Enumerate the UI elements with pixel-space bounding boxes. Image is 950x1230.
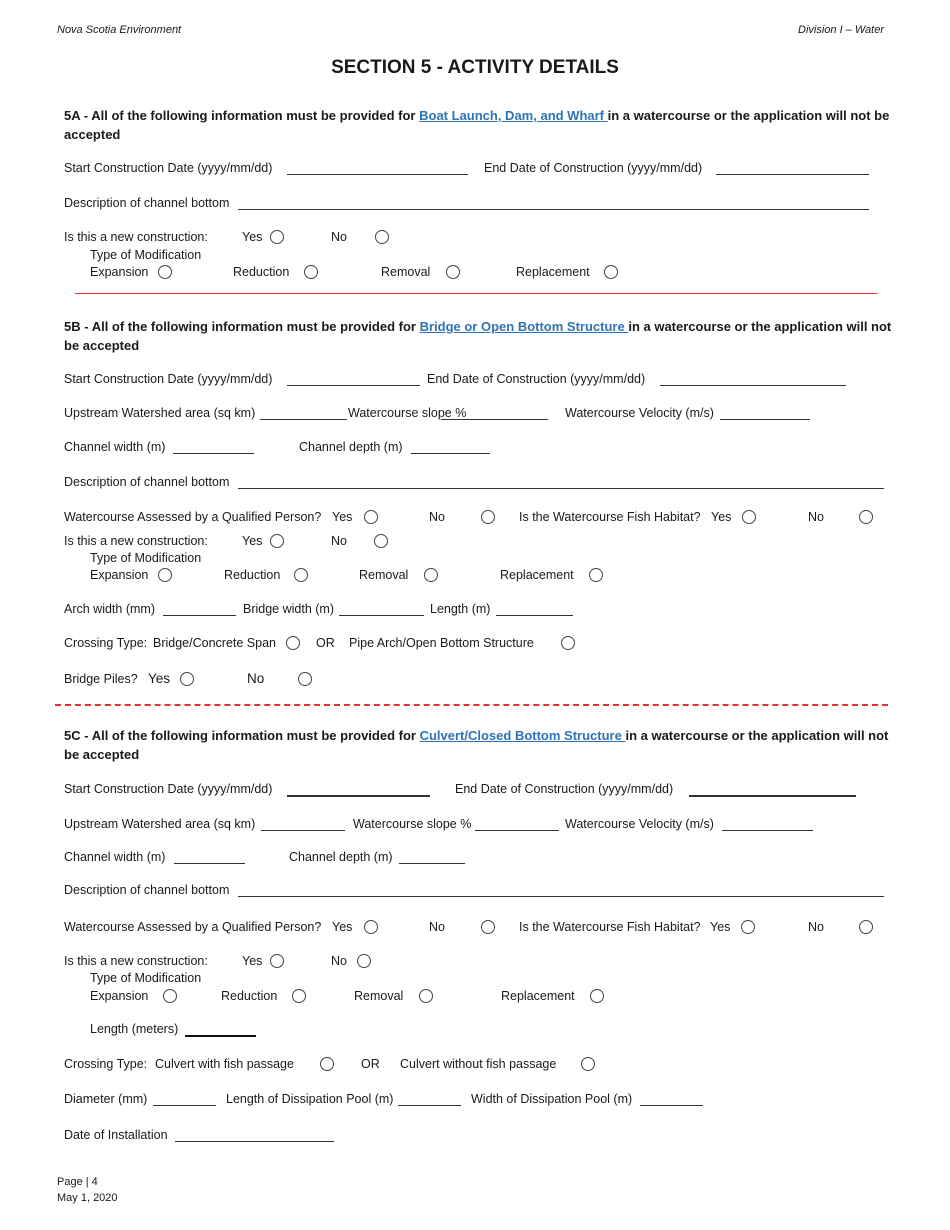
label-no: No (331, 954, 347, 968)
label-upstream: Upstream Watershed area (sq km) (64, 406, 256, 420)
channel-bottom-field[interactable] (238, 209, 869, 210)
section-5b-heading: 5B - All of the following information must be provided for Bridge or Open Bottom Structure in a watercourse or the application will not be accepted (64, 319, 892, 353)
radio-replacement[interactable] (604, 265, 618, 279)
label-width-pool: Width of Dissipation Pool (m) (471, 1092, 633, 1106)
label-crossing-type: Crossing Type: (64, 1057, 148, 1071)
width-pool-field[interactable] (640, 1105, 703, 1106)
label-no: No (429, 920, 445, 934)
page-number: Page | 4 (57, 1176, 98, 1188)
label-culvert-no-fish: Culvert without fish passage (400, 1057, 557, 1071)
radio-bridge-span[interactable] (286, 636, 300, 650)
label-reduction: Reduction (221, 989, 278, 1003)
end-date-field[interactable] (716, 174, 869, 175)
radio-reduction[interactable] (304, 265, 318, 279)
label-end-date: End Date of Construction (yyyy/mm/dd) (427, 372, 646, 386)
label-bridge-span: Bridge/Concrete Span (153, 636, 276, 650)
label-arch-width: Arch width (mm) (64, 602, 155, 616)
section-5a-heading: 5A - All of the following information must be provided for Boat Launch, Dam, and Wharf in a watercourse or the application will not be accepted (64, 108, 890, 142)
page-title: SECTION 5 - ACTIVITY DETAILS (331, 57, 619, 78)
label-start-date: Start Construction Date (yyyy/mm/dd) (64, 782, 273, 796)
label-no: No (429, 510, 445, 524)
radio-removal[interactable] (419, 989, 433, 1003)
label-culvert-fish: Culvert with fish passage (155, 1057, 294, 1071)
label-removal: Removal (359, 568, 409, 582)
radio-fish-no[interactable] (859, 510, 873, 524)
label-removal: Removal (354, 989, 404, 1003)
radio-new-no[interactable] (374, 534, 388, 548)
radio-new-yes[interactable] (270, 230, 284, 244)
channel-bottom-field[interactable] (238, 488, 884, 489)
label-type-mod: Type of Modification (90, 971, 202, 985)
link-boat-launch[interactable]: Boat Launch, Dam, and Wharf (419, 108, 608, 123)
label-yes: Yes (242, 534, 263, 548)
radio-expansion[interactable] (163, 989, 177, 1003)
label-bridge-piles: Bridge Piles? (64, 672, 138, 686)
label-replacement: Replacement (500, 568, 574, 582)
radio-new-yes[interactable] (270, 534, 284, 548)
upstream-field[interactable] (261, 830, 345, 831)
radio-replacement[interactable] (590, 989, 604, 1003)
start-date-field[interactable] (287, 385, 420, 386)
radio-new-yes[interactable] (270, 954, 284, 968)
label-channel-width: Channel width (m) (64, 850, 166, 864)
arch-width-field[interactable] (163, 615, 236, 616)
section-divider (75, 293, 877, 294)
section-divider (55, 704, 888, 706)
label-no: No (331, 230, 347, 244)
radio-fish-no[interactable] (859, 920, 873, 934)
bridge-width-field[interactable] (339, 615, 424, 616)
label-new-construction: Is this a new construction: (64, 534, 208, 548)
label-or: OR (316, 636, 335, 650)
label-type-mod: Type of Modification (90, 248, 202, 262)
velocity-field[interactable] (720, 419, 810, 420)
label-no: No (247, 671, 265, 686)
channel-width-field[interactable] (173, 453, 254, 454)
length-meters-field[interactable] (185, 1035, 256, 1037)
label-end-date: End Date of Construction (yyyy/mm/dd) (484, 161, 703, 175)
label-replacement: Replacement (516, 265, 590, 279)
label-velocity: Watercourse Velocity (m/s) (565, 817, 714, 831)
label-reduction: Reduction (224, 568, 281, 582)
channel-width-field[interactable] (174, 863, 245, 864)
label-no: No (331, 534, 347, 548)
label-removal: Removal (381, 265, 431, 279)
label-channel-bottom: Description of channel bottom (64, 475, 230, 489)
radio-culvert-no-fish[interactable] (581, 1057, 595, 1071)
channel-bottom-field[interactable] (238, 896, 884, 897)
label-start-date: Start Construction Date (yyyy/mm/dd) (64, 372, 273, 386)
label-end-date: End Date of Construction (yyyy/mm/dd) (455, 782, 674, 796)
label-crossing-type: Crossing Type: (64, 636, 148, 650)
label-channel-bottom: Description of channel bottom (64, 196, 230, 210)
length-field[interactable] (496, 615, 573, 616)
end-date-field[interactable] (660, 385, 846, 386)
label-type-mod: Type of Modification (90, 551, 202, 565)
label-length: Length (m) (430, 602, 491, 616)
link-bridge[interactable]: Bridge or Open Bottom Structure (419, 319, 629, 334)
label-channel-depth: Channel depth (m) (299, 440, 403, 454)
upstream-field[interactable] (260, 419, 347, 420)
radio-culvert-fish[interactable] (320, 1057, 334, 1071)
install-date-field[interactable] (175, 1141, 334, 1142)
label-assessed: Watercourse Assessed by a Qualified Person? (64, 510, 322, 524)
radio-assessed-yes[interactable] (364, 510, 378, 524)
header-division: Division I – Water (798, 24, 884, 36)
diameter-field[interactable] (153, 1105, 216, 1106)
label-yes: Yes (710, 920, 731, 934)
label-new-construction: Is this a new construction: (64, 954, 208, 968)
footer-date: May 1, 2020 (57, 1192, 118, 1204)
label-yes: Yes (711, 510, 732, 524)
start-date-field[interactable] (287, 174, 468, 175)
radio-fish-yes[interactable] (742, 510, 756, 524)
label-yes: Yes (332, 920, 353, 934)
radio-piles-yes[interactable] (180, 672, 194, 686)
label-slope: Watercourse slope % (348, 406, 467, 420)
radio-reduction[interactable] (294, 568, 308, 582)
label-length-meters: Length (meters) (90, 1022, 179, 1036)
label-fish-habitat: Is the Watercourse Fish Habitat? (519, 920, 701, 934)
label-yes: Yes (242, 230, 263, 244)
channel-depth-field[interactable] (411, 453, 490, 454)
label-expansion: Expansion (90, 568, 149, 582)
label-channel-depth: Channel depth (m) (289, 850, 393, 864)
end-date-field[interactable] (689, 795, 856, 797)
radio-reduction[interactable] (292, 989, 306, 1003)
label-channel-width: Channel width (m) (64, 440, 166, 454)
label-reduction: Reduction (233, 265, 290, 279)
label-assessed: Watercourse Assessed by a Qualified Person? (64, 920, 322, 934)
channel-depth-field[interactable] (399, 863, 465, 864)
label-start-date: Start Construction Date (yyyy/mm/dd) (64, 161, 273, 175)
label-no: No (808, 510, 824, 524)
radio-fish-yes[interactable] (741, 920, 755, 934)
radio-removal[interactable] (446, 265, 460, 279)
radio-piles-no[interactable] (298, 672, 312, 686)
label-yes: Yes (148, 671, 171, 686)
label-yes: Yes (332, 510, 353, 524)
label-channel-bottom: Description of channel bottom (64, 883, 230, 897)
label-replacement: Replacement (501, 989, 575, 1003)
label-yes: Yes (242, 954, 263, 968)
start-date-field[interactable] (287, 795, 430, 797)
label-velocity: Watercourse Velocity (m/s) (565, 406, 714, 420)
label-upstream: Upstream Watershed area (sq km) (64, 817, 256, 831)
radio-new-no[interactable] (375, 230, 389, 244)
radio-assessed-no[interactable] (481, 920, 495, 934)
label-slope: Watercourse slope % (353, 817, 472, 831)
link-culvert[interactable]: Culvert/Closed Bottom Structure (419, 728, 626, 743)
label-new-construction: Is this a new construction: (64, 230, 208, 244)
header-org: Nova Scotia Environment (57, 24, 182, 36)
velocity-field[interactable] (722, 830, 813, 831)
label-expansion: Expansion (90, 989, 149, 1003)
label-or: OR (361, 1057, 380, 1071)
label-bridge-width: Bridge width (m) (243, 602, 334, 616)
label-install-date: Date of Installation (64, 1128, 168, 1142)
radio-pipe-arch[interactable] (561, 636, 575, 650)
slope-field[interactable] (441, 419, 548, 420)
radio-new-no[interactable] (357, 954, 371, 968)
section-5c-heading: 5C - All of the following information must be provided for Culvert/Closed Bottom Structure in a watercourse or the application will not be accepted (64, 728, 889, 762)
radio-removal[interactable] (424, 568, 438, 582)
label-no: No (808, 920, 824, 934)
label-fish-habitat: Is the Watercourse Fish Habitat? (519, 510, 701, 524)
label-expansion: Expansion (90, 265, 149, 279)
label-pipe-arch: Pipe Arch/Open Bottom Structure (349, 636, 534, 650)
length-pool-field[interactable] (398, 1105, 461, 1106)
radio-replacement[interactable] (589, 568, 603, 582)
label-diameter: Diameter (mm) (64, 1092, 148, 1106)
radio-assessed-yes[interactable] (364, 920, 378, 934)
radio-expansion[interactable] (158, 265, 172, 279)
label-length-pool: Length of Dissipation Pool (m) (226, 1092, 394, 1106)
slope-field[interactable] (475, 830, 559, 831)
radio-assessed-no[interactable] (481, 510, 495, 524)
radio-expansion[interactable] (158, 568, 172, 582)
